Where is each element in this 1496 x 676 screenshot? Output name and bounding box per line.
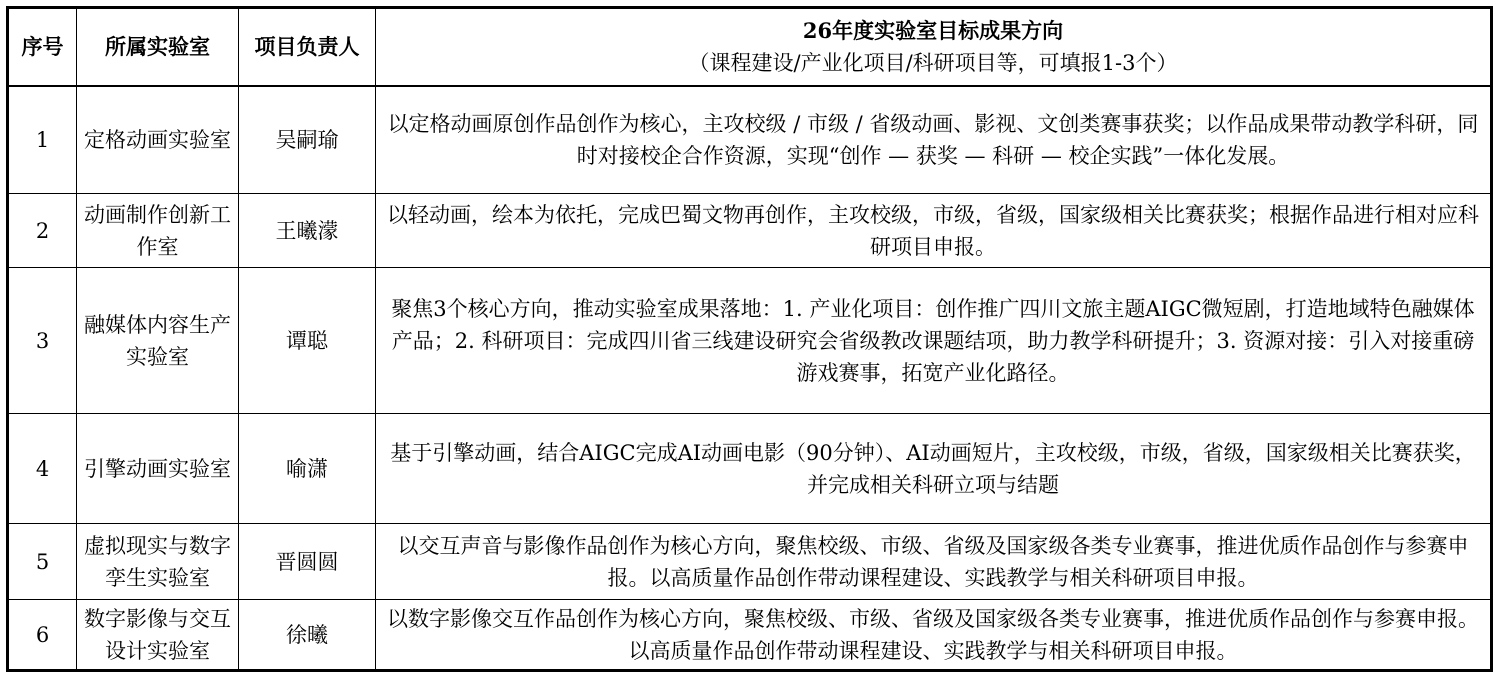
row-owner: 徐曦 bbox=[239, 600, 376, 671]
header-owner: 项目负责人 bbox=[239, 8, 376, 86]
row-goal: 基于引擎动画，结合AIGC完成AI动画电影（90分钟）、AI动画短片，主攻校级，市级，省级，国家级相关比赛获奖，并完成相关科研立项与结题 bbox=[376, 414, 1492, 524]
row-owner: 晋圆圆 bbox=[239, 524, 376, 600]
row-owner: 王曦濛 bbox=[239, 194, 376, 268]
row-goal: 以定格动画原创作品创作为核心，主攻校级 / 市级 / 省级动画、影视、文创类赛事获奖；以作品成果带动教学科研，同时对接校企合作资源，实现“创作 — 获奖 — 科研 — 校企实践”一体化发展。 bbox=[376, 86, 1492, 194]
table-row bbox=[8, 414, 1492, 524]
row-goal: 以交互声音与影像作品创作为核心方向，聚焦校级、市级、省级及国家级各类专业赛事，推进优质作品创作与参赛申报。以高质量作品创作带动课程建设、实践教学与相关科研项目申报。 bbox=[376, 524, 1492, 600]
row-lab: 动画制作创新工作室 bbox=[77, 194, 239, 268]
table-row bbox=[8, 194, 1492, 268]
row-index: 1 bbox=[8, 86, 77, 194]
row-index: 2 bbox=[8, 194, 77, 268]
row-lab: 数字影像与交互设计实验室 bbox=[77, 600, 239, 671]
header-goal-subtitle: （课程建设/产业化项目/科研项目等，可填报1-3个） bbox=[688, 50, 1178, 75]
row-goal: 以数字影像交互作品创作为核心方向，聚焦校级、市级、省级及国家级各类专业赛事，推进优质作品创作与参赛申报。以高质量作品创作带动课程建设、实践教学与相关科研项目申报。 bbox=[376, 600, 1492, 671]
row-goal: 聚焦3个核心方向，推动实验室成果落地：1. 产业化项目：创作推广四川文旅主题AIGC微短剧，打造地域特色融媒体产品；2. 科研项目：完成四川省三线建设研究会省级教改课题结项，助力教学科研提升；3. 资源对接：引入对接重磅游戏赛事，拓宽产业化路径。 bbox=[376, 268, 1492, 414]
row-lab: 融媒体内容生产实验室 bbox=[77, 268, 239, 414]
header-row bbox=[8, 8, 1492, 86]
table-row bbox=[8, 86, 1492, 194]
row-owner: 吴嗣瑜 bbox=[239, 86, 376, 194]
table-row bbox=[8, 600, 1492, 671]
header-index: 序号 bbox=[8, 8, 77, 86]
row-lab: 定格动画实验室 bbox=[77, 86, 239, 194]
row-lab: 虚拟现实与数字孪生实验室 bbox=[77, 524, 239, 600]
table-row bbox=[8, 524, 1492, 600]
row-index: 5 bbox=[8, 524, 77, 600]
lab-goals-table bbox=[6, 6, 1493, 672]
row-index: 3 bbox=[8, 268, 77, 414]
row-owner: 喻潇 bbox=[239, 414, 376, 524]
header-goal bbox=[376, 8, 1492, 86]
table-row bbox=[8, 268, 1492, 414]
row-owner: 谭聪 bbox=[239, 268, 376, 414]
header-lab: 所属实验室 bbox=[77, 8, 239, 86]
row-index: 6 bbox=[8, 600, 77, 671]
header-goal-title: 26年度实验室目标成果方向 bbox=[802, 17, 1064, 43]
row-index: 4 bbox=[8, 414, 77, 524]
row-lab: 引擎动画实验室 bbox=[77, 414, 239, 524]
row-goal: 以轻动画，绘本为依托，完成巴蜀文物再创作，主攻校级，市级，省级，国家级相关比赛获奖；根据作品进行相对应科研项目申报。 bbox=[376, 194, 1492, 268]
